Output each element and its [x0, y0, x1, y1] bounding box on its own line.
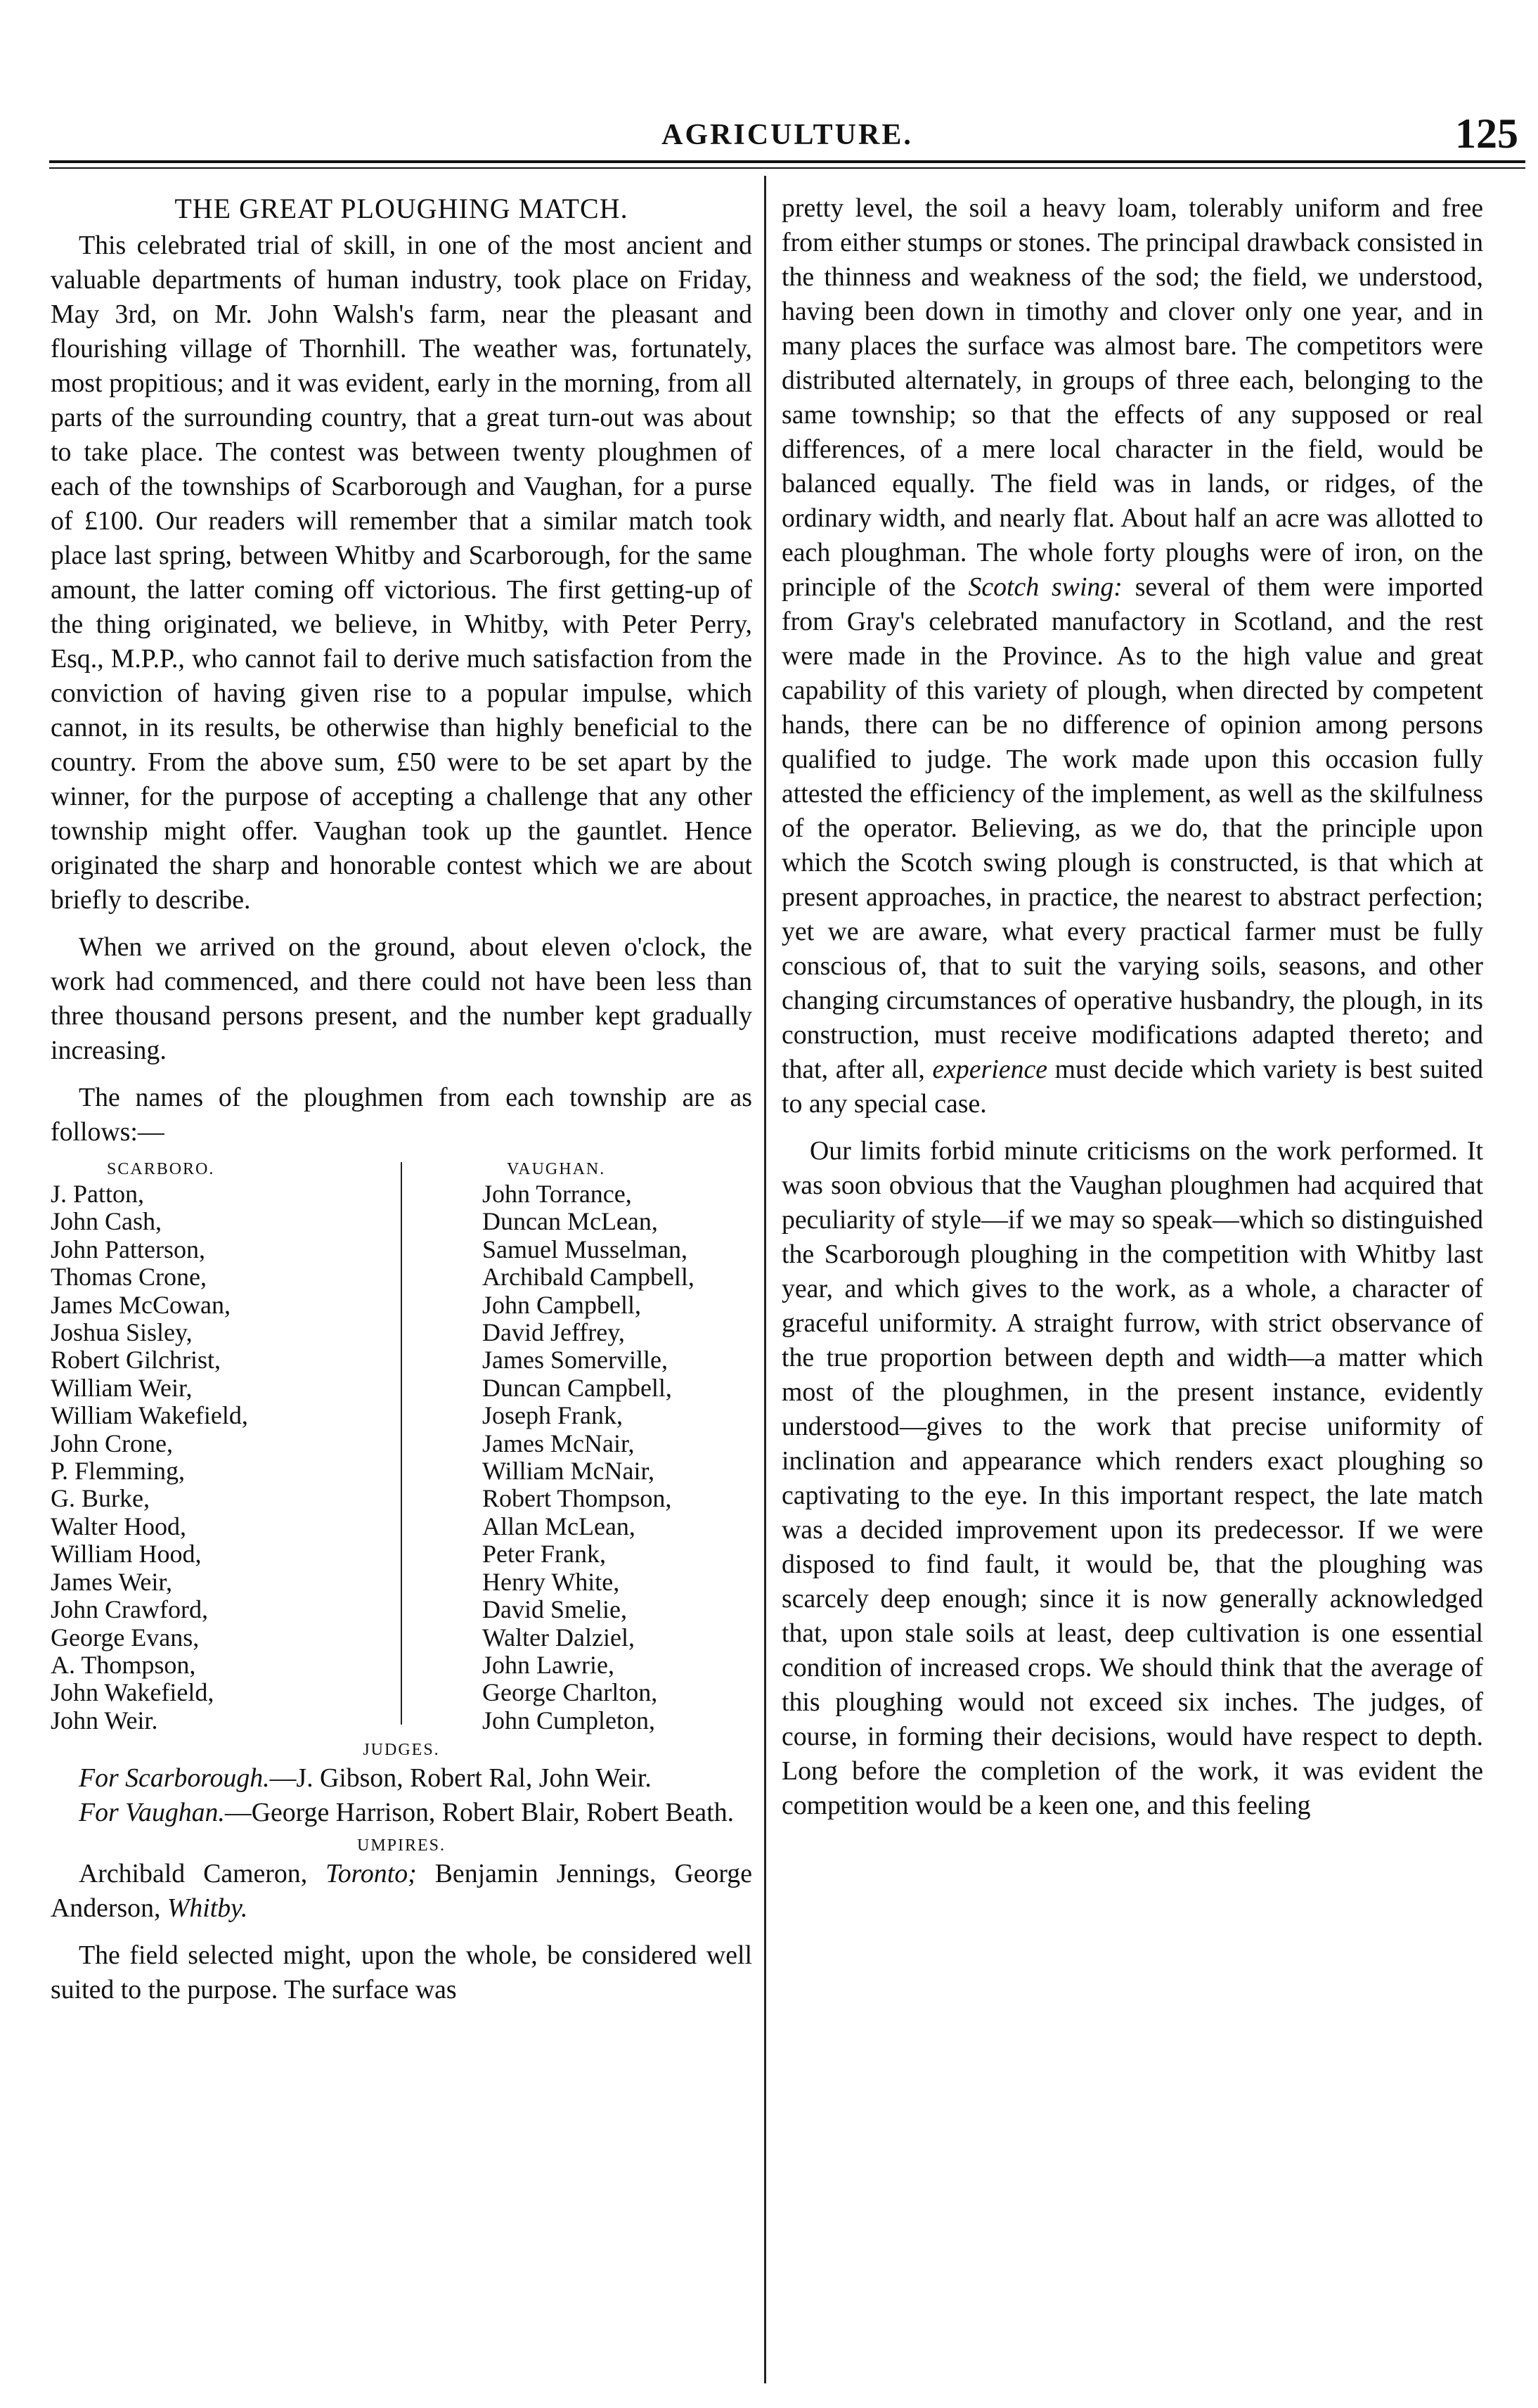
- list-item: David Jeffrey,: [482, 1318, 625, 1347]
- list-item: James McCowan,: [51, 1290, 231, 1319]
- paragraph-text: several of them were imported from Gray's celebrated manufactory in Scotland, and the rest were made in the Province. As to the high value and great capability of this variety of plough, when directed by competent hands, there can be no difference of opinion among persons qualified to judge. The work made upon this occasion fully attested the efficiency of the implement, as well as the skilfulness of the operator. Believing, as we do, that the principle upon which the Scotch swing plough is constructed, is that which at present approaches, in practice, the nearest to abstract perfection; yet we are aware, what every practical farmer must be fully conscious of, that to suit the varying soils, seasons, and other changing circumstances of operative husbandry, the plough, in its construction, must receive modifications adapted thereto; and that, after all,: [782, 572, 1483, 1084]
- ploughmen-list: [51, 1158, 752, 1734]
- paragraph-italic: experience: [932, 1055, 1048, 1084]
- list-item: John Crawford,: [51, 1595, 208, 1624]
- paragraph: The names of the ploughmen from each township are as follows:—: [51, 1083, 752, 1147]
- list-item: P. Flemming,: [51, 1457, 186, 1486]
- judges-label: For Scarborough.: [79, 1763, 270, 1794]
- list-heading: VAUGHAN.: [507, 1160, 606, 1178]
- list-item: Robert Gilchrist,: [51, 1346, 221, 1374]
- list-item: David Smelie,: [482, 1595, 627, 1624]
- list-item: James Somerville,: [482, 1346, 668, 1374]
- column-divider: [764, 176, 766, 2383]
- umpires-text: [51, 1857, 752, 1926]
- judges-names: —George Harrison, Robert Blair, Robert Beath.: [224, 1798, 735, 1828]
- article-title: THE GREAT PLOUGHING MATCH.: [174, 193, 628, 224]
- judges-scarborough: [51, 1761, 752, 1796]
- list-item: Robert Thompson,: [482, 1484, 672, 1513]
- list-item: William Hood,: [51, 1540, 202, 1569]
- list-divider: [401, 1162, 402, 1725]
- page-number: 125: [1455, 110, 1518, 157]
- list-item: William Wakefield,: [51, 1401, 248, 1430]
- umpires-heading: UMPIRES.: [356, 1836, 446, 1855]
- judges-label: For Vaughan.: [79, 1798, 225, 1828]
- list-item: G. Burke,: [51, 1484, 150, 1513]
- left-column: [51, 191, 752, 2007]
- list-item: William Weir,: [51, 1373, 193, 1402]
- list-item: John Torrance,: [482, 1180, 632, 1208]
- list-item: Allan McLean,: [482, 1512, 635, 1540]
- umpire-place: Toronto;: [325, 1859, 417, 1889]
- vaughan-list: [401, 1158, 752, 1734]
- list-item: Duncan Campbell,: [482, 1373, 672, 1402]
- list-item: George Charlton,: [482, 1678, 658, 1707]
- list-item: Duncan McLean,: [482, 1207, 658, 1236]
- paragraph-italic: Scotch swing:: [968, 572, 1123, 602]
- list-item: James McNair,: [482, 1429, 635, 1457]
- umpires-names: Benjamin Jennings, George Anderson,: [51, 1859, 752, 1924]
- list-item: James Weir,: [51, 1567, 172, 1596]
- list-item: Samuel Musselman,: [482, 1235, 687, 1263]
- list-item: Joshua Sisley,: [51, 1318, 193, 1347]
- judges-vaughan: [51, 1796, 752, 1830]
- paragraph: [782, 191, 1483, 1121]
- list-item: John Campbell,: [482, 1290, 641, 1319]
- list-item: John Patterson,: [51, 1235, 205, 1263]
- judges-names: —J. Gibson, Robert Ral, John Weir.: [269, 1763, 652, 1794]
- list-item: Joseph Frank,: [482, 1401, 623, 1430]
- list-item: Thomas Crone,: [51, 1263, 207, 1292]
- list-heading: SCARBORO.: [107, 1160, 215, 1178]
- paragraph: This celebrated trial of skill, in one of the most ancient and valuable departments of human industry, took place on Friday, May 3rd, on Mr. John Walsh's farm, near the pleasant and flourishing village of Thornhill. The weather was, fortunately, most propitious; and it was evident, early in the morning, from all parts of the surrounding country, that a great turn-out was about to take place. The contest was between twenty ploughmen of each of the townships of Scarborough and Vaughan, for a purse of £100. Our readers will remember that a similar match took place last spring, between Whitby and Scarborough, for the same amount, the latter coming off victorious. The first getting-up of the thing originated, we believe, in Whitby, with Peter Perry, Esq., M.P.P., who cannot fail to derive much satisfaction from the conviction of having given rise to a popular impulse, which cannot, in its results, be otherwise than highly beneficial to the country. From the above sum, £50 were to be set apart by the winner, for the purpose of accepting a challenge that any other township might offer. Vaughan took up the gauntlet. Hence originated the sharp and honorable contest which we are about briefly to describe.: [51, 231, 752, 915]
- umpires-names: Archibald Cameron,: [79, 1859, 326, 1889]
- running-head: AGRICULTURE.: [661, 119, 913, 151]
- umpire-place: Whitby.: [167, 1893, 248, 1924]
- paragraph: The field selected might, upon the whole, be considered well suited to the purpose. The surface was: [51, 1940, 752, 2005]
- judges-heading: JUDGES.: [363, 1741, 440, 1760]
- right-column: [782, 191, 1483, 1823]
- list-item: John Cumpleton,: [482, 1706, 656, 1734]
- list-item: Walter Hood,: [51, 1512, 187, 1540]
- list-item: A. Thompson,: [51, 1650, 196, 1679]
- list-item: Peter Frank,: [482, 1540, 606, 1569]
- list-item: John Weir.: [51, 1706, 158, 1734]
- paragraph: When we arrived on the ground, about eleven o'clock, the work had commenced, and there could not have been less than three thousand persons present, and the number kept gradually increasing.: [51, 932, 752, 1065]
- list-item: J. Patton,: [51, 1180, 145, 1208]
- paragraph-text: must decide which variety is best suited to any special case.: [782, 1055, 1483, 1119]
- paragraph-text: pretty level, the soil a heavy loam, tolerably uniform and free from either stumps or stones. The principal drawback consisted in the thinness and weakness of the sod; the field, we understood, having been down in timothy and clover only one year, and in many places the surface was almost bare. The competitors were distributed alternately, in groups of three each, belonging to the same township; so that the effects of any supposed or real differences, of a mere local character in the field, would be balanced equally. The field was in lands, or ridges, of the ordinary width, and nearly flat. About half an acre was allotted to each ploughman. The whole forty ploughs were of iron, on the principle of the: [782, 193, 1483, 602]
- header-rule-thin: [49, 167, 1525, 169]
- list-item: John Cash,: [51, 1207, 162, 1236]
- paragraph: Our limits forbid minute criticisms on the work performed. It was soon obvious that the Vaughan ploughmen had acquired that peculiarity of style—if we may so speak—which so distinguished the Scarborough ploughing in the competition with Whitby last year, and which gives to the work, as a whole, a character of graceful uniformity. A straight furrow, with strict observance of the true proportion between depth and width—a matter which most of the ploughmen, in the present instance, evidently understood—gives to the work that precise uniformity of inclination and appearance which renders exact ploughing so captivating to the eye. In this important respect, the late match was a decided improvement upon its predecessor. If we were disposed to find fault, it would be, that the ploughing was scarcely deep enough; since it is now generally acknowledged that, upon stale soils at least, deep cultivation is one essential condition of increased crops. We should think that the average of this ploughing would not exceed six inches. The judges, of course, in forming their decisions, would have respect to depth. Long before the completion of the work, it was evident the competition would be a keen one, and this feeling: [782, 1136, 1483, 1820]
- list-item: John Wakefield,: [51, 1678, 214, 1707]
- header-rule: [49, 160, 1525, 163]
- list-item: George Evans,: [51, 1623, 200, 1652]
- list-item: John Lawrie,: [482, 1650, 614, 1679]
- list-item: John Crone,: [51, 1429, 173, 1457]
- list-item: William McNair,: [482, 1457, 655, 1486]
- list-item: Walter Dalziel,: [482, 1623, 635, 1652]
- list-item: Archibald Campbell,: [482, 1263, 694, 1292]
- scarboro-list: [51, 1158, 401, 1734]
- list-item: Henry White,: [482, 1567, 620, 1596]
